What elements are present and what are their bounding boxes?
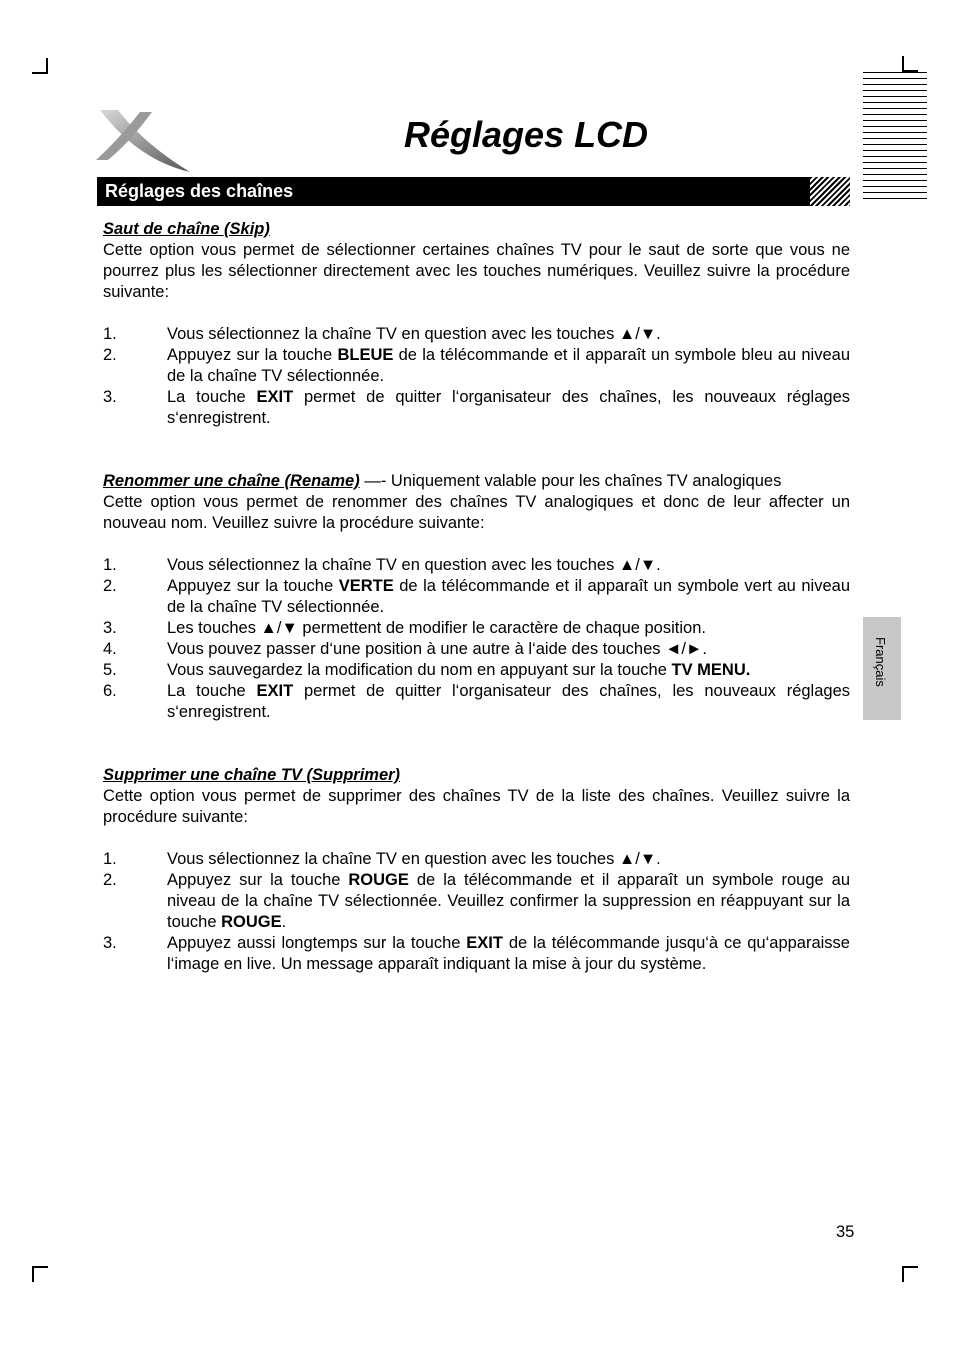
crop-mark-top-left [32,58,48,74]
crop-mark-top-right [902,56,918,72]
skip-steps [103,324,850,429]
page-title: Réglages LCD [404,114,649,155]
delete-steps [103,849,850,975]
section-header-bar [97,177,850,206]
skip-intro: Cette option vous permet de sélectionner certaines chaînes TV pour le saut de sorte que vous ne pourrez plus les sélectionner directement avec les touches numériques. Veuillez suivre la procédure suivante: [103,241,850,301]
list-item: 2. Appuyez sur la touche BLEUE de la télécommande et il apparaît un symbole bleu au niveau de la chaîne TV sélectionnée. [103,346,850,385]
list-item: 2. Appuyez sur la touche VERTE de la télécommande et il apparaît un symbole vert au niveau de la chaîne TV sélectionnée. [103,577,850,616]
section-bar-pattern [810,177,850,206]
page-number: 35 [836,1223,855,1241]
list-item: 4. Vous pouvez passer d‘une position à une autre à l‘aide des touches ◄/►. [103,640,707,658]
language-tab-label: Français [873,637,888,687]
delete-intro: Cette option vous permet de supprimer des chaînes TV de la liste des chaînes. Veuillez suivre la procédure suivante: [103,787,850,826]
list-item: 1. Vous sélectionnez la chaîne TV en question avec les touches ▲/▼. [103,556,661,574]
list-item: 2. Appuyez sur la touche ROUGE de la télécommande et il apparaît un symbole rouge au niveau de la chaîne TV sélectionnée. Veuillez confirmer la suppression en réappuyant sur la touche ROUGE. [103,871,850,931]
list-item: 1. Vous sélectionnez la chaîne TV en question avec les touches ▲/▼. [103,325,661,343]
rename-heading: Renommer une chaîne (Rename) [103,472,360,490]
language-tab [863,617,901,720]
crop-mark-bottom-left [32,1266,48,1282]
rename-section [103,471,850,723]
rename-heading-line: Renommer une chaîne (Rename) —- Uniquement valable pour les chaînes TV analogiques [103,472,782,490]
rename-steps [103,555,850,723]
decorative-stripes [863,72,927,200]
skip-section [103,219,850,429]
list-item: 3. Les touches ▲/▼ permettent de modifier le caractère de chaque position. [103,619,706,637]
rename-intro: Cette option vous permet de renommer des chaînes TV analogiques et donc de leur affecter un nouveau nom. Veuillez suivre la procédure suivante: [103,493,850,532]
page-content [103,219,850,975]
x-logo [94,104,194,176]
crop-mark-bottom-right [902,1266,918,1282]
delete-section [103,765,850,975]
list-item: 1. Vous sélectionnez la chaîne TV en question avec les touches ▲/▼. [103,850,661,868]
list-item: 3. La touche EXIT permet de quitter l‘organisateur des chaînes, les nouveaux réglages s‘enregistrent. [103,388,850,427]
list-item: 6. La touche EXIT permet de quitter l‘organisateur des chaînes, les nouveaux réglages s‘enregistrent. [103,682,850,721]
list-item: 3. Appuyez aussi longtemps sur la touche EXIT de la télécommande jusqu‘à ce qu‘apparaisse l‘image en live. Un message apparaît indiquant la mise à jour du système. [103,934,850,973]
list-item: 5. Vous sauvegardez la modification du nom en appuyant sur la touche TV MENU. [103,661,751,679]
skip-heading: Saut de chaîne (Skip) [103,220,270,238]
section-title: Réglages des chaînes [105,181,294,201]
delete-heading: Supprimer une chaîne TV (Supprimer) [103,766,401,784]
